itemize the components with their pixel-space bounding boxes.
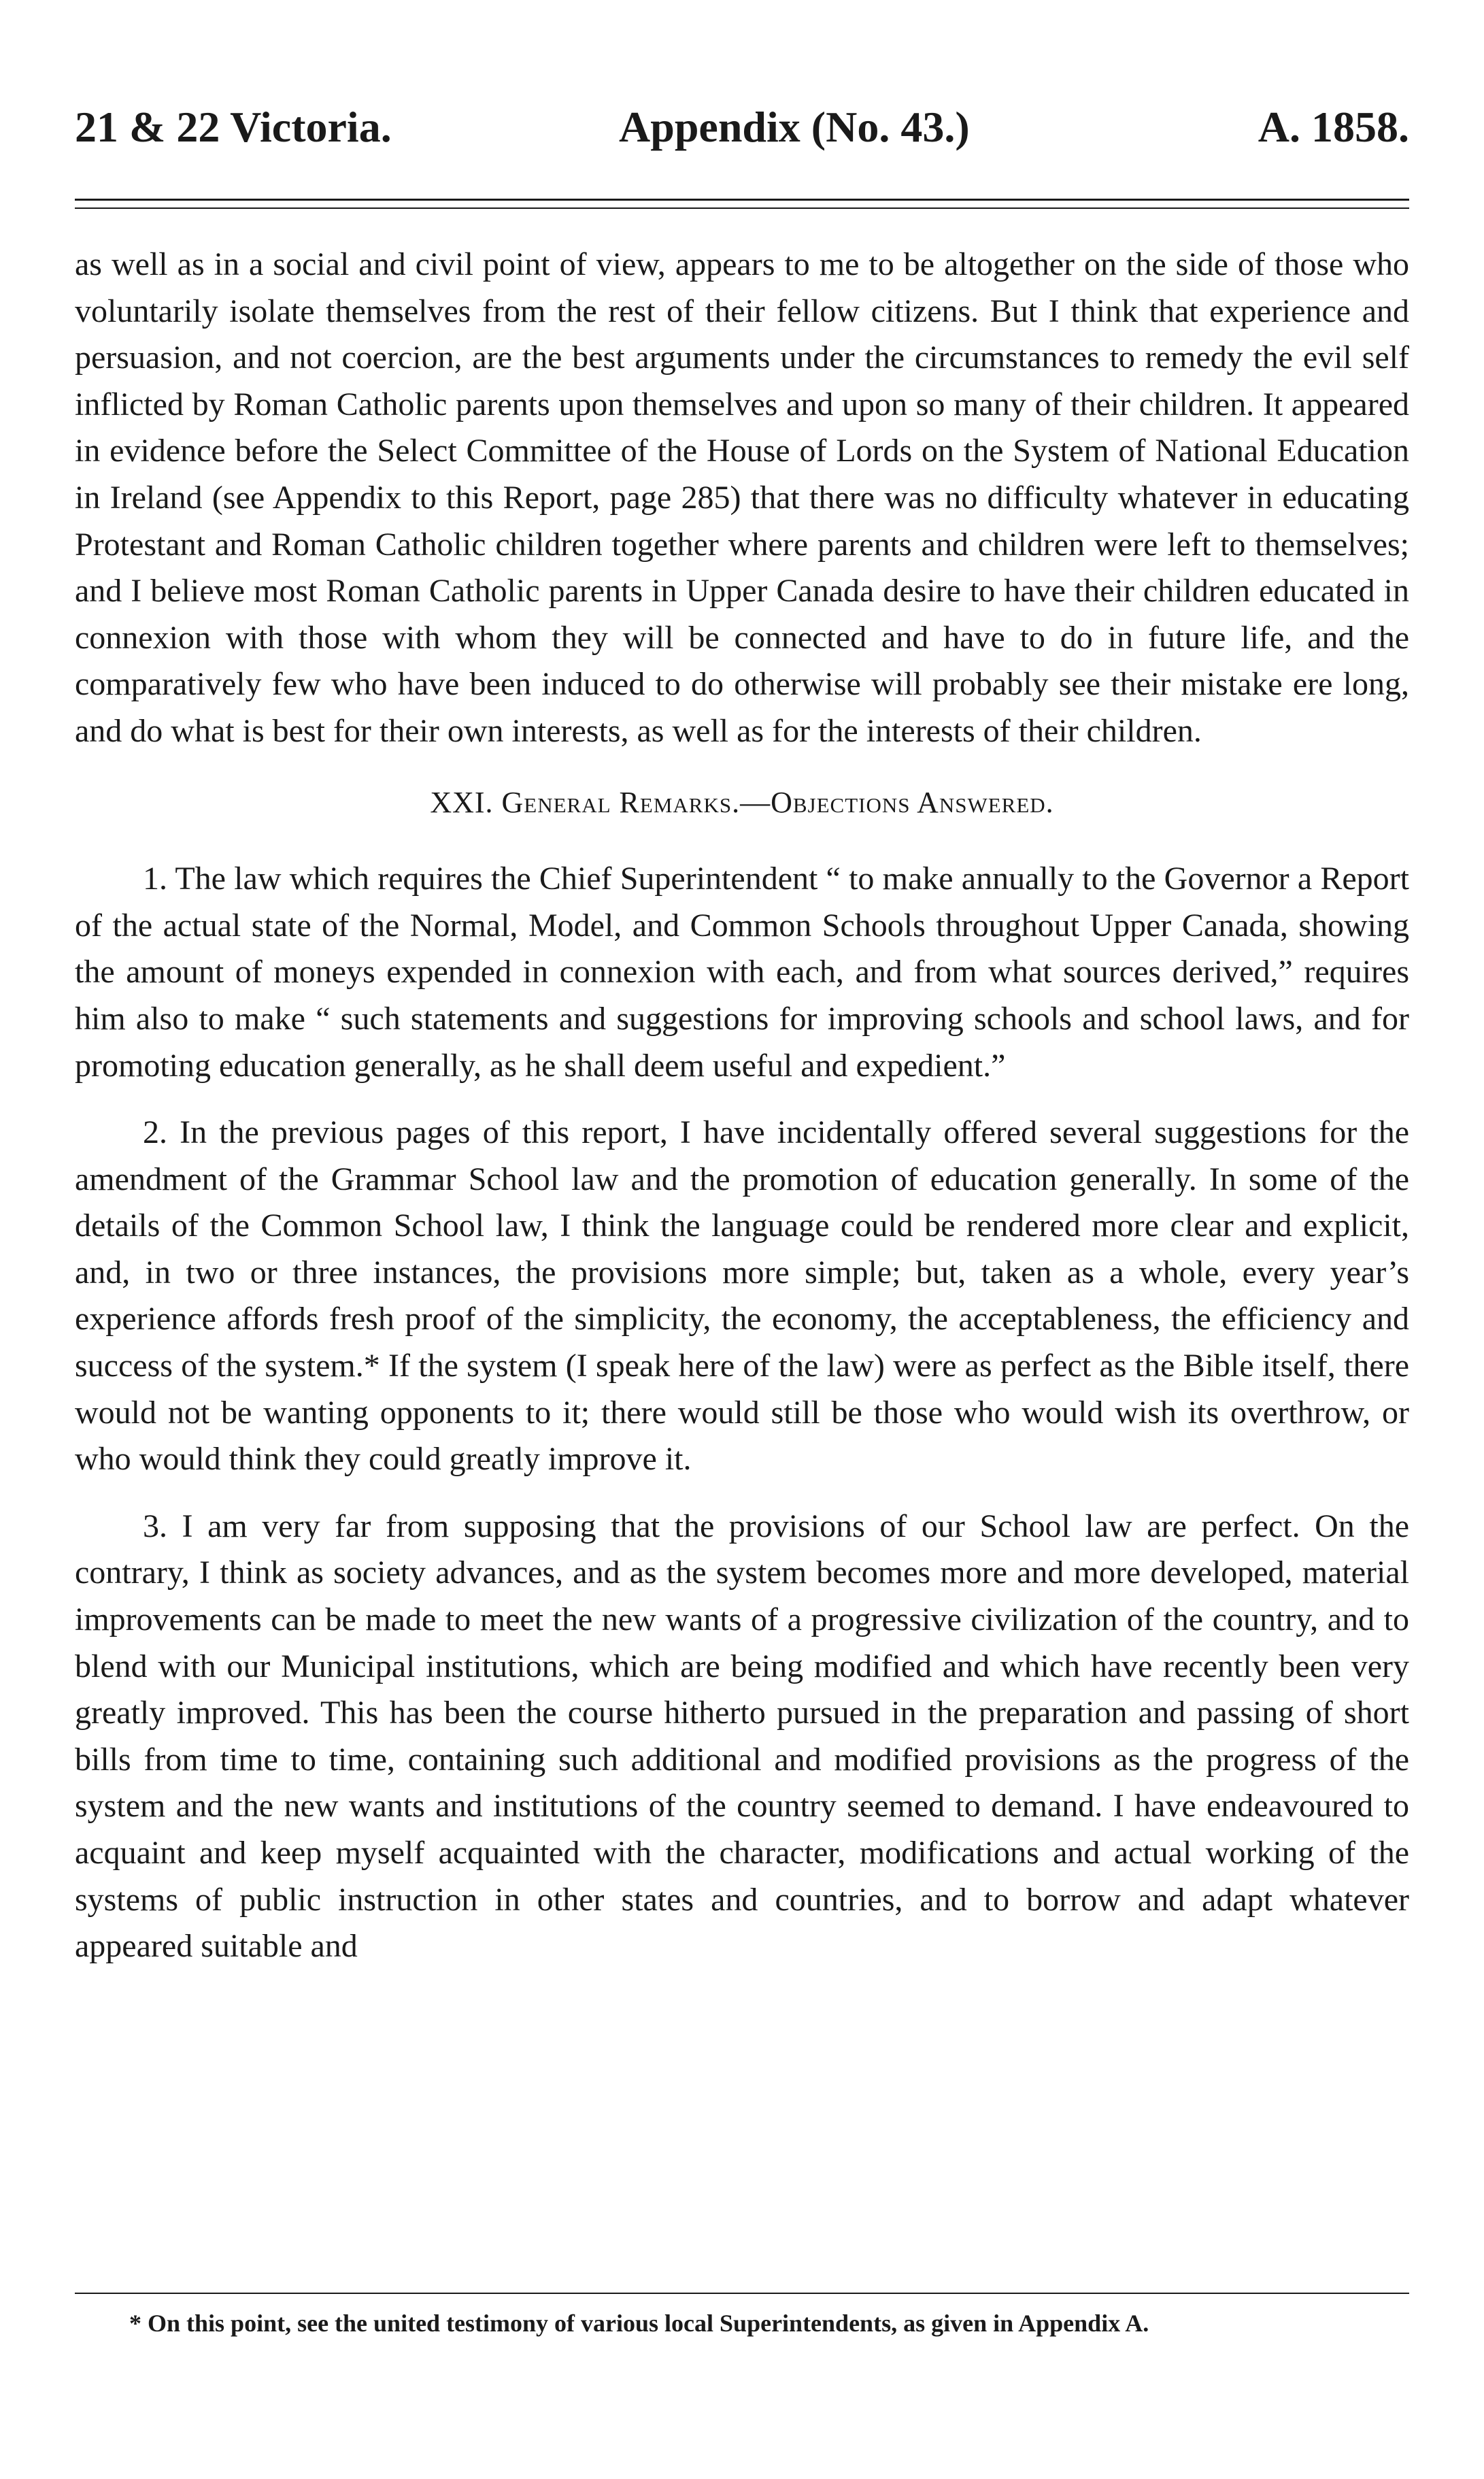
section-heading: XXI. General Remarks.—Objections Answered.	[430, 785, 1054, 819]
footnote-rule	[75, 2293, 1409, 2294]
document-page	[75, 0, 1409, 2479]
paragraph-2: 2. In the previous pages of this report, I have incidentally offered several suggestions for the amendment of the Grammar School law and the promotion of education generally. In some of the details of the Common School law, I think the language could be rendered more clear and explicit, and, in two or three instances, the provisions more simple; but, taken as a whole, every year’s experience affords fresh proof of the simplicity, the economy, the acceptableness, the efficiency and success of the system.* If the system (I speak here of the law) were as perfect as the Bible itself, there would not be wanting opponents to it; there would still be those who would wish its overthrow, or who would think they could greatly improve it.	[75, 1114, 1409, 1478]
paragraph-1: 1. The law which requires the Chief Superintendent “ to make annually to the Governor a Report of the actual state of the Normal, Model, and Common Schools throughout Upper Canada, showing the amount of moneys expended in connexion with each, and from what sources derived,” requires him also to make “ such statements and suggestions for improving schools and school laws, and for promoting education generally, as he shall deem useful and expedient.”	[75, 861, 1409, 1084]
header-appendix: Appendix (No. 43.)	[619, 103, 970, 151]
header-rule	[75, 199, 1409, 201]
header-year: A. 1858.	[1258, 103, 1409, 151]
header-rule-secondary	[75, 207, 1409, 209]
body-text	[75, 242, 1409, 1970]
header-session: 21 & 22 Victoria.	[75, 103, 392, 151]
paragraph-continuation: as well as in a social and civil point of view, appears to me to be altogether on the side of those who voluntarily isolate themselves from the rest of their fellow citizens. But I think that experience and persuasion, and not coercion, are the best arguments under the circumstances to remedy the evil self inflicted by Roman Catholic parents upon themselves and upon so many of their children. It appeared in evidence before the Select Committee of the House of Lords on the System of National Education in Ireland (see Appendix to this Report, page 285) that there was no difficulty whatever in educating Protestant and Roman Catholic children together where parents and children were left to themselves; and I believe most Roman Catholic parents in Upper Canada desire to have their children educated in connexion with those with whom they will be connected and have to do in future life, and the comparatively few who have been induced to do otherwise will probably see their mistake ere long, and do what is best for their own interests, as well as for the interests of their children.	[75, 246, 1409, 749]
paragraph-3: 3. I am very far from supposing that the provisions of our School law are perfect. On the contrary, I think as society advances, and as the system becomes more and more developed, material improvements can be made to meet the new wants of a progressive civilization of the country, and to blend with our Municipal institutions, which are being modified and which have recently been very greatly improved. This has been the course hitherto pursued in the preparation and passing of short bills from time to time, containing such additional and modified provisions as the progress of the system and the new wants and institutions of the country seemed to demand. I have endeavoured to acquaint and keep myself acquainted with the character, modifications and actual working of the systems of public instruction in other states and countries, and to borrow and adapt whatever appeared suitable and	[75, 1508, 1409, 1965]
footnote: * On this point, see the united testimony of various local Superintendents, as given in Appendix A.	[129, 2310, 1149, 2337]
running-header	[75, 102, 1409, 170]
